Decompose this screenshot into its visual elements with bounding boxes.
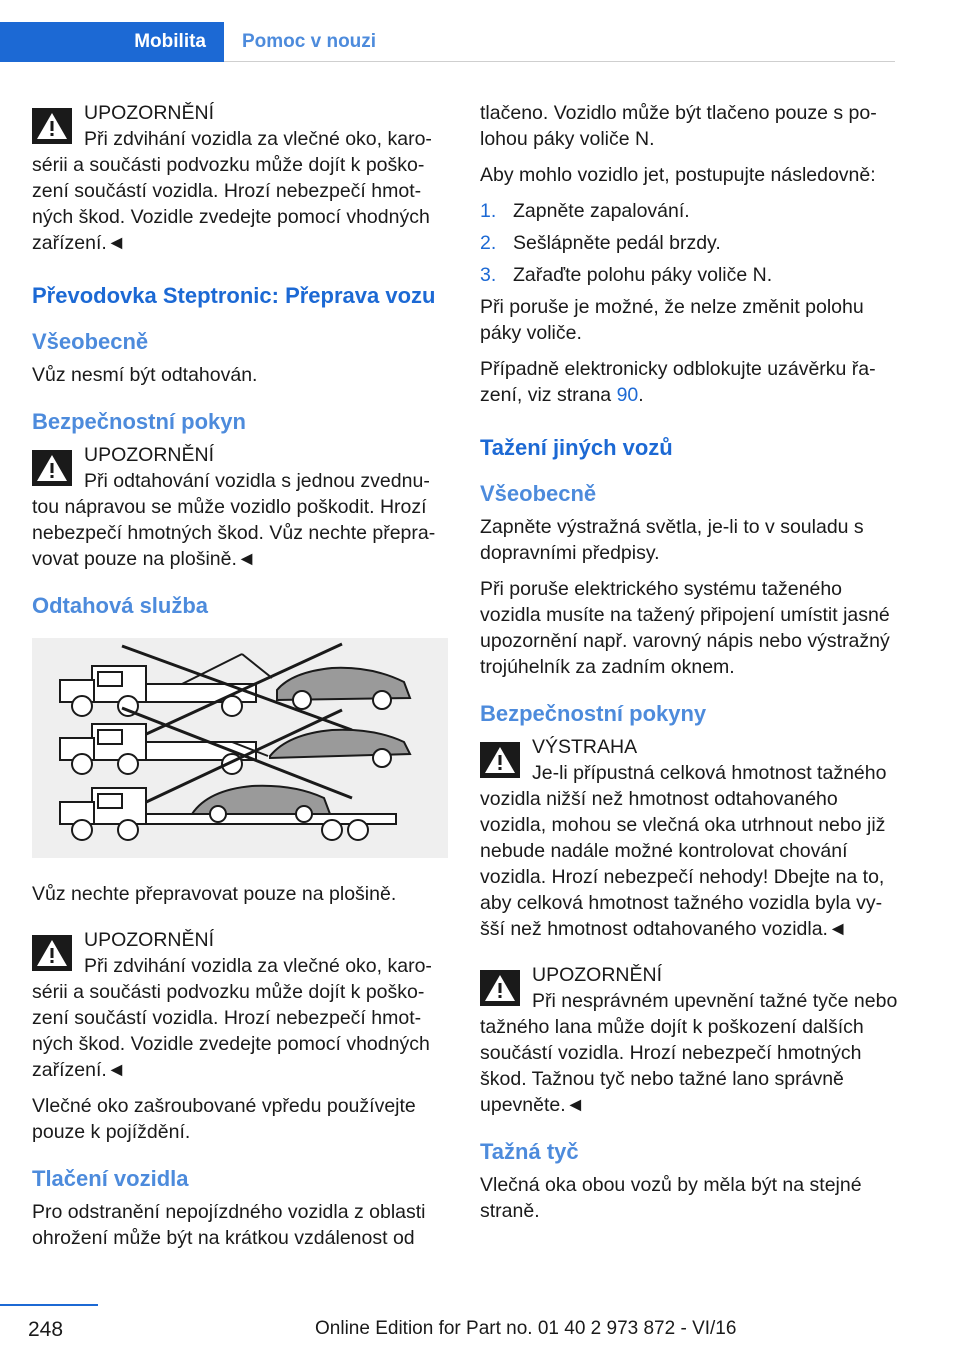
- warning-one-axle: [32, 442, 448, 572]
- warning-title: UPOZORNĚNÍ: [84, 102, 215, 124]
- warning-title: UPOZORNĚNÍ: [532, 964, 663, 986]
- paragraph-tow-bar: Vlečná oka obou vozů by měla být na stejné straně.: [480, 1174, 862, 1222]
- heading-general: Všeobecně: [32, 329, 149, 354]
- tab-pomoc-v-nouzi[interactable]: Pomoc v nouzi: [242, 31, 377, 52]
- tab-mobilita[interactable]: Mobilita: [0, 22, 224, 62]
- warning-title: UPOZORNĚNÍ: [84, 444, 215, 466]
- paragraph-steps-intro: Aby mohlo vozidlo jet, postupujte následovně:: [480, 164, 876, 186]
- heading-pushing-vehicle: Tlačení vozidla: [32, 1166, 189, 1191]
- warning-body: Při zdvihání vozidla za vlečné oko, karosérii a součásti podvozku může dojít k poškození součástí vozidla. Hrozí nebezpečí hmotných škod. Vozidle zvedejte pomocí vhodných zařízení.◄: [32, 128, 432, 254]
- edition-note: Online Edition for Part no. 01 40 2 973 872 - VI/16: [315, 1318, 737, 1339]
- step-text: Sešlápněte pedál brzdy.: [513, 232, 721, 254]
- warning-lift-tow-eye-2: [32, 927, 448, 1083]
- warning-triangle-icon: [32, 935, 72, 971]
- page-reference-link[interactable]: 90: [616, 384, 639, 406]
- paragraph-selector-fault: Při poruše je možné, že nelze změnit polohu páky voliče.: [480, 296, 864, 344]
- warning-body: Při nesprávném upevnění tažné tyče nebo tažného lana může dojít k poškození dalších součástí vozidla. Hrozí nebezpečí hmotných škod. Tažnou tyč nebo tažné lano správně upevněte.◄: [480, 990, 898, 1116]
- warning-lift-tow-eye: [32, 100, 448, 256]
- left-column: [32, 100, 448, 1261]
- heading-towing-other-vehicles: Tažení jiných vozů: [480, 435, 673, 460]
- warning-tow-bar-fixing: [480, 962, 898, 1118]
- warning-body: Při odtahování vozidla s jednou zvednutou nápravou se může vozidlo poškodit. Hrozí nebezpečí hmotných škod. Vůz nechte přepravovat pouze na plošině.◄: [32, 470, 436, 570]
- step-number: 2.: [480, 232, 497, 254]
- footer-accent-rule: [0, 1304, 98, 1306]
- paragraph-pushing-continued: tlačeno. Vozidlo může být tlačeno pouze s polohou páky voliče N.: [480, 102, 877, 150]
- step-text: Zapněte zapalování.: [513, 200, 690, 222]
- heading-general-right: Všeobecně: [480, 481, 597, 506]
- warning-triangle-icon: [480, 970, 520, 1006]
- paragraph-no-towing: Vůz nesmí být odtahován.: [32, 364, 258, 386]
- warning-body: Je-li přípustná celková hmotnost tažného vozidla nižší než hmotnost odtahovaného vozidla, mohou se vlečná oka utrhnout nebo již nebude nadále možné kontrolovat chování vozidla. Hrozí nebezpečí nehody! Dbejte na to, aby celková hmotnost tažného vozidla byla vyšší než hmotnost odtahovaného vozidla.◄: [480, 762, 887, 940]
- paragraph-pushing: Pro odstranění nepojízdného vozidla z oblasti ohrožení může být na krátkou vzdálenost od: [32, 1201, 426, 1249]
- paragraph-platform-only: Vůz nechte přepravovat pouze na plošině.: [32, 883, 397, 905]
- warning-triangle-icon: [32, 450, 72, 486]
- heading-safety-note: Bezpečnostní pokyn: [32, 409, 246, 434]
- step-number: 3.: [480, 264, 497, 286]
- warning-weight: [480, 734, 898, 942]
- heading-tow-service: Odtahová služba: [32, 593, 209, 618]
- heading-tow-bar: Tažná tyč: [480, 1139, 579, 1164]
- warning-triangle-icon: [32, 108, 72, 144]
- paragraph-unlock: [480, 356, 898, 408]
- step-item: [480, 262, 898, 288]
- warning-title: VÝSTRAHA: [532, 736, 638, 758]
- heading-safety-notes: Bezpečnostní pokyny: [480, 701, 707, 726]
- page-number: 248: [28, 1318, 64, 1341]
- right-column: [480, 100, 898, 1234]
- unlock-text: Případně elektronicky odblokujte uzávěrku řazení, viz strana: [480, 358, 876, 406]
- paragraph-hazard-lights: Zapněte výstražná světla, je-li to v souladu s dopravními předpisy.: [480, 516, 864, 564]
- warning-title: UPOZORNĚNÍ: [84, 929, 215, 951]
- heading-steptronic-transport: Převodovka Steptronic: Přeprava vozu: [32, 283, 436, 308]
- steps-list: [480, 198, 898, 288]
- header-tabbar: [0, 22, 895, 62]
- unlock-end: .: [638, 384, 644, 406]
- step-text: Zařaďte polohu páky voliče N.: [513, 264, 773, 286]
- step-item: [480, 230, 898, 256]
- header-divider: [224, 61, 895, 62]
- warning-body: Při zdvihání vozidla za vlečné oko, karosérii a součásti podvozku může dojít k poškození součástí vozidla. Hrozí nebezpečí hmotných škod. Vozidle zvedejte pomocí vhodných zařízení.◄: [32, 955, 432, 1081]
- paragraph-tow-eye-usage: Vlečné oko zašroubované vpředu používejte pouze k pojíždění.: [32, 1095, 416, 1143]
- paragraph-electrical-fault: Při poruše elektrického systému taženého vozidla musíte na tažený připojení umístit jasné upozornění např. varovný nápis nebo výstražný trojúhelník za zadním oknem.: [480, 578, 890, 678]
- step-item: [480, 198, 898, 224]
- towing-methods-illustration: [32, 638, 448, 858]
- step-number: 1.: [480, 200, 497, 222]
- warning-triangle-icon: [480, 742, 520, 778]
